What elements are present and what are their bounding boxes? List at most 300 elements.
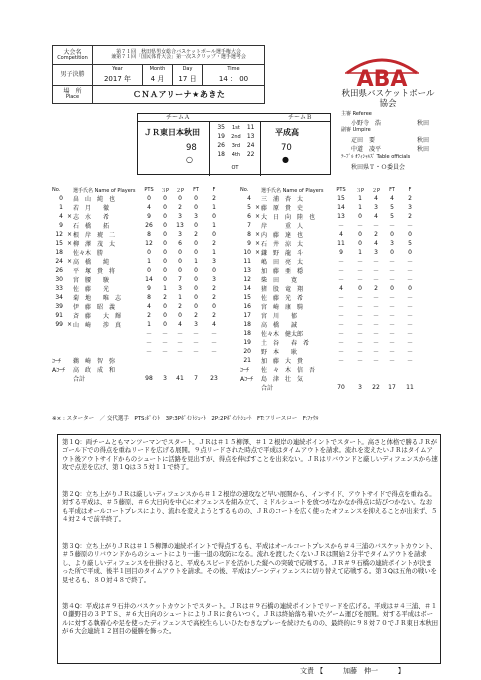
player-number: 20 [243,348,251,356]
team-a-coach-row [52,356,224,365]
player-fouls: － [210,340,217,348]
col-3p: ３P [355,187,364,194]
team-b-player-row [240,302,420,311]
team-b-player-row [240,347,420,356]
team-b-player-row [240,203,420,212]
player-ft: － [388,277,395,285]
player-ft: 0 [390,231,394,239]
player-name [73,338,140,347]
player-pts: － [337,259,344,267]
player-ft: 2 [194,312,198,320]
team-b-player-row [240,293,420,302]
player-3p: 0 [163,321,167,329]
player-3p: － [356,340,363,348]
player-2p: 0 [178,195,182,203]
team-a-player-row [52,212,224,221]
event-label: 大会名 [63,48,82,56]
player-ft: － [388,331,395,339]
player-name: 加 藤 亜 穏 [261,268,304,276]
player-3p: 0 [163,213,167,221]
team-b-player-row [240,266,420,275]
player-3p: － [161,331,168,339]
col-2p: ２P [175,187,184,194]
team-a-player-row [52,320,224,329]
player-3p: 0 [163,312,167,320]
period-2-a: 19 [217,133,225,140]
player-pts: 8 [147,231,151,239]
player-2p: － [372,331,379,339]
team-a-player-row [52,293,224,302]
player-pts: － [337,313,344,321]
player-pts: － [337,295,344,303]
player-fouls: － [406,259,413,267]
player-pts: 1 [147,258,151,266]
player-name [73,347,140,356]
team-b-player-row [240,194,420,203]
player-3p: 0 [163,276,167,284]
player-fouls: 2 [212,294,216,302]
report-q2: 第２Q：立ち上がりＪＲは厳しいディフェンスから＃１２根岸の速攻など早い展開から、インサイド、アウトサイドで得点を重ねる。対する平成は、＃５藤原、＃６大日向を中心にオフェンスを組み立て、ミドルシュートを放つがなかなか得点に結びつかない。なおも平成はオールコートプレスにより、流れを変えようとするものの、ＪＲのコートを広く使ったオフェンスを抑えることが出来ず、５４対２４で前半終了。 [62,490,438,524]
report-q1: 第１Q：両チームともマンツーマンでスタート。ＪＲは＃１５柳澤、＃１２根岸の連続ポイントでスタート。高さと体格で勝るＪＲがゴール下での得点を重ねリードを広げる展開。９点リードされた時点で平成はタイムアウトを請求。流れを変えたいＪＲはタイムアウト後アウトサイドからのシュートに活路を見出すが、得点を伸ばすことを出来ない。ＪＲはリバウンドと厳しいディフェンスから速攻で点差を広げ、第１Qは３５対１１で終了。 [62,438,438,472]
player-fouls: － [406,358,413,366]
period-1-a: 35 [217,124,225,131]
player-name: 佐 藤 光 希 [261,295,304,303]
player-2p: 3 [374,204,378,212]
event-label-en: Competition [57,54,88,61]
author-line: 文責 【 加藤 伸一 】 [300,667,405,675]
player-name: 根 岸 琥 二 [73,232,116,240]
player-number: 1 [59,204,63,212]
umpire-1-name: 疋田 要 [351,137,376,144]
date-month: 4 月 [143,74,173,86]
stats-legend: ※× : スターター ／ 交代選手 PTS:ﾎﾟｲﾝﾄ 3P:3Pﾎﾟｲﾝﾄｼｭｰﾄ 2P:2Pﾎﾟｲﾝﾄｼｭｰﾄ FT:フリースロー F:ﾌｧｳﾙ [52,416,319,422]
player-3p: － [161,340,168,348]
player-number: 18 [55,249,63,257]
time-header: Time [203,65,265,74]
player-pts: － [337,277,344,285]
player-fouls: － [406,340,413,348]
player-pts: 14 [145,276,153,284]
player-number: 7 [247,222,251,230]
player-name: 佐々木 勝 [73,250,104,258]
date-year: 2017 年 [93,74,143,86]
player-2p: － [372,349,379,357]
starter-mark [66,293,73,302]
col-name: 選手氏名 Name of Players [261,187,324,194]
col-pts: PTS [144,187,154,194]
player-pts: 0 [147,195,151,203]
ot-label: OT [231,165,239,171]
event-name-line-2: 兼第７１回「国民体育大会」第一次スクリップ・選手選考会 [111,54,246,60]
team-b-player-row [240,284,420,293]
team-b-score: 70 [281,143,292,153]
col-ft: FT [193,187,199,194]
player-ft: 0 [390,249,394,257]
player-number: 8 [247,231,251,239]
player-2p: 4 [374,240,378,248]
team-b-player-row [240,320,420,329]
player-pts: － [337,340,344,348]
player-fouls: － [406,331,413,339]
player-fouls: 0 [408,285,412,293]
starter-mark: × [66,321,73,329]
event-info-table [52,45,265,104]
team-a-result-mark: ○ [186,155,193,164]
starter-mark [66,221,73,230]
player-number: 16 [243,303,251,311]
player-name: 畠 山 純 也 [73,196,116,204]
team-b-player-row [240,311,420,320]
team-a-player-row [52,239,224,248]
player-number: 18 [243,321,251,329]
player-3p: － [356,331,363,339]
starter-mark [254,329,261,338]
player-fouls: － [406,277,413,285]
player-name: 岸 重 人 [261,223,304,231]
player-pts: 2 [147,312,151,320]
starter-mark [66,266,73,275]
team-b-player-row [240,275,420,284]
coach-label: ｺｰﾁ [240,367,250,375]
table-officials: 秋田県Ｔ・Ｏ委員会 [351,164,406,171]
player-fouls: － [406,223,413,231]
player-number [52,338,66,347]
player-2p: － [372,313,379,321]
player-fouls: － [406,322,413,330]
player-pts: － [337,349,344,357]
team-a-player-row [52,221,224,230]
col-f: F [408,187,412,194]
player-ft: － [192,331,199,339]
umpire-2-pref: 秋田 [417,146,430,153]
player-2p: 13 [176,222,184,230]
report-q4: 第４Q：平成は＃９石井のバスケットカウントでスタート。ＪＲは＃９石橋の連続ポイントでリードを広げる。平成は＃４三浦、＃１０鎌野目の３ＰＴＳ、＃６大日向のシュートによりＪＲに食らいつく。ＪＲは終始落ち着いたゲーム運びを展開。対する平成はボールに対する執着心や足を使ったディフェンスで高校生らしいひたむきなプレーを続けたものの、最終的に９８対７０でＪＲ東日本秋田が６大会連続１２回目の優勝を飾った。 [62,602,438,636]
player-pts: － [145,340,152,348]
team-a-player-row [52,194,224,203]
starter-mark [66,284,73,293]
player-fouls: 1 [212,204,216,212]
player-3p: － [356,322,363,330]
player-pts: 11 [337,240,345,248]
team-a-player-row [52,230,224,239]
team-b-player-row [240,248,420,257]
player-3p: 1 [358,204,362,212]
player-2p: － [372,340,379,348]
player-pts: － [337,331,344,339]
player-ft: 4 [390,195,394,203]
player-2p: 3 [374,249,378,257]
player-2p: 2 [178,204,182,212]
col-3p: ３P [160,187,169,194]
team-b-acoach-row [240,374,420,383]
player-3p: － [356,358,363,366]
player-name: 高 橋 純 [73,259,110,267]
period-4-a: 18 [217,151,225,158]
team-b-total-ft: 17 [388,384,396,392]
player-pts: 4 [147,204,151,212]
player-fouls: 0 [212,303,216,311]
player-pts: 13 [337,213,345,221]
player-name: 石 橋 拓 [73,223,110,231]
player-name: 三 浦 杏 太 [261,196,304,204]
player-fouls: 1 [212,249,216,257]
player-3p: 0 [163,240,167,248]
player-2p: 0 [178,267,182,275]
player-2p: 3 [178,285,182,293]
player-number: 12 [55,231,63,239]
starter-mark: × [254,240,261,248]
player-ft: 0 [194,276,198,284]
player-number: 9 [247,240,251,248]
player-fouls: － [406,268,413,276]
col-no: No. [240,187,249,194]
player-fouls: 2 [408,213,412,221]
player-2p: － [176,331,183,339]
player-3p: 0 [163,267,167,275]
player-name [73,329,140,338]
team-b-player-row [240,239,420,248]
player-pts: － [337,304,344,312]
period-1-label: 1st [232,125,240,131]
team-a-score: 98 [186,143,197,153]
association-name: 秋田県バスケットボール協会 [341,89,435,110]
player-pts: 9 [147,285,151,293]
player-fouls: 0 [408,249,412,257]
report-q3: 第３Q：立ち上がりＪＲは＃１５柳澤の連続ポイントで得点するも、平成はオールコートプレスから＃４三浦のバスケットカウント、＃５藤原のリバウンドからのシュートにより一進一退の攻防になる。流れを渡したくないＪＲは開始２分半でタイムアウトを請求し、より厳しいディフェンスを仕掛けると、平成もスピードを活かした縦への突破で応戦する。ＪＲ＃９石橋の連続ポイントが決まった所で平成、後半１回目のタイムアウトを請求。その後、平成はゾーンディフェンスに切り替えて応戦する。第３Qは五角の戦いを見せるも、８０対４８で終了。 [62,542,437,584]
team-a-player-row [52,248,224,257]
player-pts: － [337,223,344,231]
starter-mark [254,257,261,266]
player-ft: 0 [194,204,198,212]
player-3p: 1 [163,285,167,293]
period-row-1 [213,124,259,131]
starter-mark [254,284,261,293]
period-row-2 [213,133,259,140]
total-label: 合計 [73,376,86,384]
table-officials-label: ﾃｰﾌﾞﾙ ｵﾌｨｼｬﾙｽﾞ Table officials [341,154,411,160]
player-number: 9 [59,222,63,230]
player-ft: － [388,259,395,267]
player-number: 0 [59,195,63,203]
team-a-player-row [52,257,224,266]
starter-mark [66,248,73,257]
player-number: 30 [55,276,63,284]
player-3p: － [356,295,363,303]
player-number: 6 [247,213,251,221]
aba-logo [343,47,421,91]
player-name: 平 塚 貴 将 [73,268,116,276]
team-b-total-3p: 3 [358,384,362,392]
player-ft: 5 [390,213,394,221]
period-4-label: 4th [231,152,241,158]
starter-mark [254,356,261,365]
player-number: 13 [243,267,251,275]
player-2p: 4 [178,321,182,329]
player-fouls: 0 [212,267,216,275]
team-a-player-row [52,302,224,311]
player-name: 石 井 涼 太 [261,241,304,249]
player-3p: 0 [163,303,167,311]
col-ft: FT [389,187,395,194]
player-name: 山 崎 渉 真 [73,322,122,330]
player-2p: 0 [178,312,182,320]
player-name: 佐々木 健太郎 [261,331,304,339]
player-2p: － [372,259,379,267]
acoach-label: Aｺｰﾁ [240,376,254,384]
player-name: 藤 原 貴 史 [261,205,304,213]
period-2-b: 13 [246,133,255,140]
umpire-2-name: 中道 凌平 [351,146,382,153]
player-number: 14 [243,285,251,293]
player-ft: － [388,313,395,321]
player-2p: 0 [178,258,182,266]
team-a-header-row [52,186,224,194]
author-name: 加藤 伸一 [342,667,378,675]
player-ft: － [388,349,395,357]
team-a-player-row [52,311,224,320]
player-pts: 9 [147,213,151,221]
player-3p: 1 [358,249,362,257]
team-b-label: チームＢ [288,114,313,121]
player-name: 志 水 希 [73,214,110,222]
player-name: 柴 田 寛 [261,277,298,285]
referee-pref: 秋田 [417,120,430,127]
player-number: 15 [55,240,63,248]
player-ft: 5 [390,204,394,212]
player-2p: － [372,295,379,303]
team-a-player-row [52,329,224,338]
player-fouls: 2 [212,312,216,320]
player-number: 26 [55,267,63,275]
period-1-b: 11 [246,124,255,131]
player-pts: － [145,349,152,357]
score-box [137,113,331,175]
player-name: 鎌 野 龍 斗 [261,250,304,258]
player-2p: 1 [178,294,182,302]
player-ft: 0 [194,249,198,257]
player-fouls: － [210,331,217,339]
player-name: 嶋 田 亮 太 [261,259,304,267]
team-b-player-row [240,221,420,230]
player-2p: － [372,304,379,312]
player-name: 野 本 耿 [261,349,298,357]
player-pts: 14 [337,204,345,212]
starter-mark [254,266,261,275]
starter-mark [254,347,261,356]
player-number [52,347,66,356]
player-pts: 1 [147,321,151,329]
team-b-player-row [240,230,420,239]
team-a-total-pts: 98 [145,375,153,383]
player-number: 10 [243,249,251,257]
player-name: 宮 崎 康 騎 [261,304,304,312]
player-name: 佐 藤 光 [73,286,110,294]
player-3p: 0 [163,249,167,257]
venue-label-cell [53,86,93,104]
starter-mark [66,329,73,338]
starter-mark [254,302,261,311]
team-b-player-row [240,257,420,266]
player-number: 17 [243,312,251,320]
player-2p: 2 [374,285,378,293]
player-3p: 0 [163,231,167,239]
player-name: 宮 川 郁 [261,313,298,321]
player-pts: 0 [147,267,151,275]
player-ft: 0 [194,285,198,293]
player-2p: 2 [178,303,182,311]
player-ft: － [388,295,395,303]
player-name: 加 藤 大 貴 [261,358,304,366]
starter-mark: × [66,231,73,239]
player-fouls: 2 [408,195,412,203]
event-label-cell [53,46,93,65]
player-number: 4 [59,213,63,221]
starter-mark [66,302,73,311]
player-ft: 0 [194,267,198,275]
starter-mark [254,320,261,329]
starter-mark: × [254,231,261,239]
svg-text:ABA: ABA [356,67,408,91]
team-a-player-row [52,338,224,347]
starter-mark [254,221,261,230]
period-4-b: 22 [246,151,255,158]
player-2p: 2 [374,231,378,239]
player-2p: 4 [374,195,378,203]
player-ft: 0 [194,303,198,311]
player-pts: 9 [339,249,343,257]
player-pts: － [145,331,152,339]
player-3p: － [356,268,363,276]
player-name: 斉 藤 大 輝 [73,313,122,321]
referee-label: 主審 Referee [341,111,372,117]
player-pts: 0 [147,249,151,257]
player-ft: － [388,223,395,231]
period-row-3 [213,142,259,149]
player-fouls: － [406,295,413,303]
starter-mark [66,203,73,212]
team-b-total-pts: 70 [337,384,345,392]
player-pts: 12 [145,240,153,248]
player-pts: 15 [337,195,345,203]
game-report [57,434,441,664]
player-pts: － [337,322,344,330]
team-a-total-f: 23 [210,375,218,383]
player-fouls: 3 [212,258,216,266]
player-name: 内 藤 達 也 [261,232,304,240]
player-number: 4 [247,195,251,203]
starter-mark [254,311,261,320]
player-number: 34 [55,294,63,302]
referee-name: 小野寺 浩 [351,120,382,127]
starter-mark: × [66,258,73,266]
col-no: No. [52,187,61,194]
team-b-total-row [240,383,420,392]
player-name: 柳 澤 茂 太 [73,241,116,249]
player-number: 19 [243,339,251,347]
team-a-total-row [52,374,224,383]
player-3p: － [356,277,363,285]
player-ft: 0 [194,195,198,203]
player-2p: － [176,349,183,357]
player-number: 91 [55,312,63,320]
player-number: 99 [55,321,63,329]
team-a-acoach: 高 政 成 和 [73,367,116,375]
player-number: 5 [247,204,251,212]
starter-mark: × [254,249,261,257]
starter-mark: × [66,213,73,221]
player-3p: － [161,349,168,357]
player-number: 21 [243,357,251,365]
